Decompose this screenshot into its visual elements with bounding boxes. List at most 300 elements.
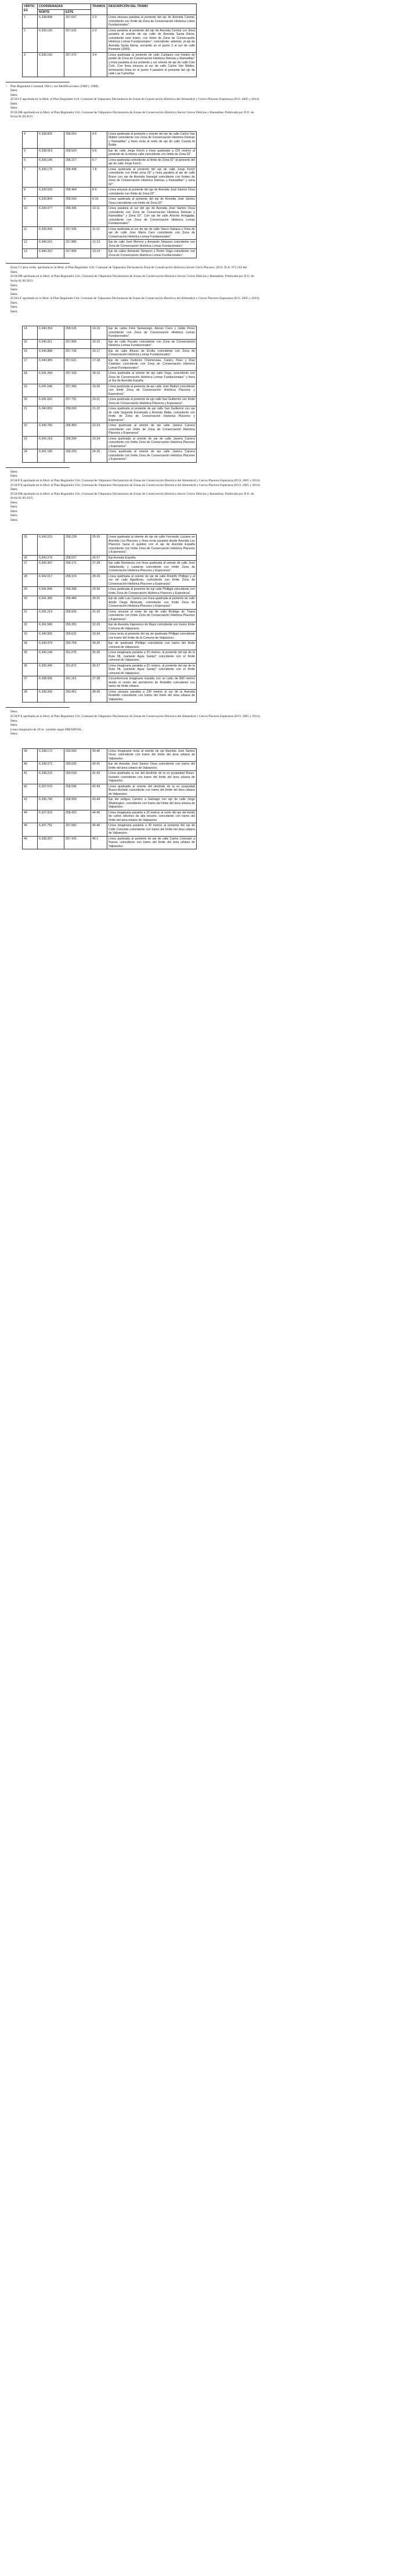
table-header-row — [23, 4, 197, 10]
cell-vertice: 9 — [23, 197, 38, 206]
cell-norte: 6.338.372 — [38, 762, 64, 771]
footnote-text: Ídem. — [10, 283, 18, 287]
cell-vertice: 21 — [23, 406, 38, 423]
cell-norte: 6.342.387 — [38, 561, 64, 574]
footnote-text: Ídem. — [10, 288, 18, 292]
footnote — [6, 474, 261, 479]
cell-tramo: 10-11 — [91, 206, 107, 227]
cell-vertice: 4 — [23, 131, 38, 148]
table-row — [23, 784, 197, 797]
tramos-table — [22, 326, 197, 463]
cell-descripcion: Línea quebrada al poniente del eje de calle Jorge Kerch coincidente con límite zona 02" y línea paralela al eje de calle Bravo con eje de Avenida Naranjal coincidente con límites de Zona de Conservación Histórica Delicias y Ramaditas" y zona 02". — [107, 167, 197, 188]
footnote-text: ZCH-I.F aprobada en la Mod. al Plan Regulador Urb. Comunal de Valparaíso Declaratoria de Zonas de Conservación Histórica del Almendral y Cerros Placeres Esperanza (D.O. 2005 y 2014). — [10, 98, 260, 102]
footnote-text: ZCH-DR aprobada en la Mod. al Plan Regulador Urb. Comunal de Valparaíso Declaratoria de Zonas de Conservación Histórica Sector Cerros Delicias y Ramaditas. Publicada por D.O. de fecha 01.09.2015. — [10, 275, 254, 283]
footnote-number — [6, 98, 10, 102]
footnote-text: ZCH-DR aprobada en la Mod. al Plan Regulador Urb. Comunal de Valparaíso Declaratoria de Zonas de Conservación Histórica Sector Cerros Delicias y Ramaditas. Publicada por D.O. de fecha 01.09.2015. — [10, 492, 254, 500]
cell-vertice: 11 — [23, 226, 38, 240]
cell-este: 257.380 — [64, 384, 91, 397]
table-row — [23, 249, 197, 258]
footnote-number — [6, 93, 10, 98]
cell-norte: 6.338.898 — [38, 15, 64, 28]
footnote — [6, 505, 261, 510]
cell-este: 257.372 — [64, 52, 91, 77]
cell-tramo: 43-44 — [91, 797, 107, 810]
footnote-text: Ídem. — [10, 518, 18, 522]
cell-norte: 6.339.175 — [38, 167, 64, 188]
footnote-text: Ídem. — [10, 719, 18, 723]
cell-descripcion: Línea quebrada al sur del deslinde de la ex propiedad Braun-Hurtado coincidente con tramo del límite del área urbana de Valparaíso. — [107, 771, 197, 784]
footnote — [6, 723, 261, 728]
table-row — [23, 748, 197, 762]
table-row — [23, 622, 197, 632]
cell-tramo: 3-4 — [91, 52, 107, 77]
footnote — [6, 106, 261, 111]
cell-este: 259.502 — [64, 748, 91, 762]
table-row — [23, 226, 197, 240]
footnote-number — [6, 89, 10, 93]
table-row — [23, 823, 197, 837]
cell-norte: 6.338.266 — [38, 689, 64, 702]
cell-descripcion: Línea quebrada al poniente de eje de calle Carlos Colorado a Nueva, coincidente con tramo del límite del área urbana de Valparaíso. — [107, 836, 197, 849]
cell-norte: 6.340.888 — [38, 348, 64, 358]
page-gap — [0, 120, 405, 128]
cell-norte: 6.341.586 — [38, 622, 64, 632]
footnote-number — [6, 301, 10, 306]
cell-descripcion: Línea quebrada al oriente del deslinde de la ex propiedad Braun-Hurtado coincidente con tramo del límite del área urbana de Valparaíso. — [107, 784, 197, 797]
cell-este: 258.459 — [64, 423, 91, 437]
cell-tramo: 22-23 — [91, 423, 107, 437]
cell-este: 258.374 — [64, 574, 91, 587]
cell-tramo: 14-15 — [91, 326, 107, 340]
cell-tramo: 28-29 — [91, 574, 107, 587]
footnote-number — [6, 266, 10, 271]
cell-tramo: 36-37 — [91, 663, 107, 676]
footnote-text: Ídem. — [10, 710, 18, 714]
cell-norte: 6.340.992 — [38, 632, 64, 641]
table-row — [23, 449, 197, 463]
cell-norte: 6.341.546 — [38, 384, 64, 397]
tramos-table — [22, 534, 197, 702]
footnote-text: Ídem. — [10, 93, 18, 97]
table-row — [23, 197, 197, 206]
footnote — [6, 85, 261, 89]
cell-este: 261.871 — [64, 663, 91, 676]
cell-norte: 6.339.593 — [38, 188, 64, 197]
cell-norte: 6.339.977 — [38, 206, 64, 227]
table-row — [23, 609, 197, 622]
cell-norte: 6.341.189 — [38, 449, 64, 463]
page-gap — [0, 737, 405, 745]
cell-este: 258.394 — [64, 436, 91, 449]
table-row — [23, 423, 197, 437]
footnotes — [6, 82, 261, 120]
table-row — [23, 339, 197, 348]
cell-descripcion: Eje de calle Alonso de Ercilla coincidente con Zona de Conservación Histórica Lomas Fundacionales". — [107, 348, 197, 358]
footnote-text: Ídem. — [10, 106, 18, 110]
footnote — [6, 297, 261, 301]
table-row — [23, 384, 197, 397]
cell-este: 258.484 — [64, 596, 91, 610]
footnote-number — [6, 518, 10, 523]
footnotes — [6, 467, 261, 523]
cell-norte: 6.340.144 — [38, 650, 64, 664]
cell-descripcion: Línea quebrada al poniente de eje calle San Guillermo con límite Zona de Conservación Histórica Placeres y Esperanza". — [107, 397, 197, 406]
cell-descripcion: Eje de calle Pacabo coincidente con Zona de Conservación Histórica Lomas Fundacionales". — [107, 339, 197, 348]
footnote — [6, 266, 261, 271]
footnote — [6, 710, 261, 715]
footnote-number — [6, 710, 10, 715]
cell-descripcion: Línea quebrada al poniente de eje calle Phillippi coincidente con límite Zona de Conservación Histórica Placeres y Esperanza". — [107, 587, 197, 596]
cell-norte: 6.339.864 — [38, 197, 64, 206]
cell-vertice: 28 — [23, 574, 38, 587]
footnote-number — [6, 470, 10, 475]
cell-este: 258.259 — [64, 449, 91, 463]
footnote — [6, 288, 261, 293]
footnote — [6, 518, 261, 523]
footnote — [6, 492, 261, 501]
cell-este: 258.228 — [64, 535, 91, 556]
table-block — [0, 0, 405, 128]
cell-tramo: 39-40 — [91, 748, 107, 762]
cell-norte: 6.338.936 — [38, 676, 64, 690]
footnote — [6, 470, 261, 475]
cell-vertice: 41 — [23, 771, 38, 784]
cell-norte: 6.337.791 — [38, 823, 64, 837]
cell-descripcion: Línea quebrada al poniente de eje calle San Guillermo con eje de calle Segunda Enramada y Avenida Matta, coincidente con límite de Zona de Conservación Histórica Placeres y Esperanza". — [107, 406, 197, 423]
table-row — [23, 574, 197, 587]
cell-tramo: 11-12 — [91, 226, 107, 240]
table-row — [23, 52, 197, 77]
page-gap — [0, 523, 405, 531]
cell-descripcion: Línea sinuosa al norte de eje de calle Rodrigo de Triana coincidente con límite Zona de Conservación Histórica Placeres y Esperanza". — [107, 609, 197, 622]
cell-descripcion: Línea sinuosa al poniente del eje de Avenida José Santos Ossa coincidente con límite de Zona 02". — [107, 188, 197, 197]
cell-norte: 6.339.926 — [38, 226, 64, 240]
cell-norte: 6.340.262 — [38, 249, 64, 258]
cell-este: 258.423 — [64, 810, 91, 823]
footnote-text: Ídem. — [10, 514, 18, 518]
footnote-number — [6, 310, 10, 315]
cell-vertice: 32 — [23, 622, 38, 632]
footnote-number — [6, 271, 10, 275]
footnote-number: 1 — [6, 84, 7, 88]
cell-descripcion: Línea imaginaria paralela a 20 metros, al poniente del eje de la Ruta 68, (variante Agua Santa)" coincidente con el límite comunal de Valparaíso. — [107, 650, 197, 664]
table-row — [23, 206, 197, 227]
cell-descripcion: Línea quebrada al oriente de eje calle Javiera Carrera coincidente con límite Zona de Conservación Histórica Placeres y Esperanza". — [107, 449, 197, 463]
table-row — [23, 358, 197, 371]
cell-descripcion: Línea quebrada al oriente de eje de calle Fernando Lizzana en Avenida Los Placeres y línea recta paralela desde Avenida Los Placeres hacia el quiebre con el eje de Avenida España coincidente con límite Zona de Conservación Histórica Placeres y Esperanza". — [107, 535, 197, 556]
cell-descripcion: Línea paralela al sur del eje de Avenida José Santos Ossa coincidente con Zona de Conservación Histórica Delicias y Ramaditas" y Zona 02". Con eje de calle Aniceto Arriagada, coincidente con Zona de Conservación Histórica Lomas Fundacionales". — [107, 206, 197, 227]
cell-este: 257.736 — [64, 348, 91, 358]
cell-descripcion: Eje de calles Félix Samaniego, Alonso Cano y Julián Pérez coincidente con Zona de Conservación Histórica Lomas Fundacionales". — [107, 326, 197, 340]
cell-norte: 6.342.017 — [38, 574, 64, 587]
cell-vertice: 14 — [23, 326, 38, 340]
cell-norte: 6.340.651 — [38, 339, 64, 348]
cell-vertice: 31 — [23, 609, 38, 622]
cell-este: 257.885 — [64, 240, 91, 249]
cell-tramo: 8-9 — [91, 188, 107, 197]
footnote-number — [6, 297, 10, 301]
cell-norte: 6.341.219 — [38, 609, 64, 622]
table-block — [0, 745, 405, 858]
cell-vertice: 30 — [23, 596, 38, 610]
footnote — [6, 271, 261, 275]
footnote-text: Ídem. — [10, 505, 18, 509]
table-row — [23, 371, 197, 384]
cell-vertice: 29 — [23, 587, 38, 596]
cell-norte: 6.340.015 — [38, 240, 64, 249]
table-row — [23, 663, 197, 676]
footnote — [6, 301, 261, 306]
footnote — [6, 98, 261, 102]
cell-vertice: 23 — [23, 436, 38, 449]
cell-vertice: 39 — [23, 748, 38, 762]
footnote — [6, 111, 261, 120]
cell-este: 257.425 — [64, 836, 91, 849]
footnote-number — [6, 484, 10, 488]
cell-tramo: 2-3 — [91, 15, 107, 28]
cell-este: 257.582 — [64, 823, 91, 837]
footnote-number — [6, 715, 10, 719]
cell-descripcion: Eje de calle Jorge Kerch y línea quebrada a 220 metros al poniente de la misma calle coincidente con límite de Zona 02". — [107, 148, 197, 157]
cell-tramo: 9-10 — [91, 197, 107, 206]
cell-este: 257.809 — [64, 339, 91, 348]
header-descripcion: DESCRIPCIÓN DEL TRAMO — [107, 4, 197, 15]
footnote-text: Ídem. — [10, 488, 18, 492]
footnote — [6, 514, 261, 518]
cell-norte: 6.341.389 — [38, 596, 64, 610]
cell-norte: 6.340.479 — [38, 641, 64, 650]
cell-tramo: 37-38 — [91, 676, 107, 690]
footnote — [6, 89, 261, 93]
cell-este: 257.936 — [64, 226, 91, 240]
cell-descripcion: Eje de Avenida Ingenieros de Mayo coincidente con tramo límite Comuna de Valparaíso. — [107, 622, 197, 632]
cell-norte: 6.337.570 — [38, 784, 64, 797]
footnote-number — [6, 510, 10, 514]
cell-norte: 6.339.150 — [38, 52, 64, 77]
cell-este: 259.764 — [64, 641, 91, 650]
cell-descripcion: Línea quebrada al poniente de eje calle José Mallart coincidente con límite Zona de Conservación Histórica Placeres y Esperanza". — [107, 384, 197, 397]
table-row — [23, 240, 197, 249]
footnote-number — [6, 514, 10, 518]
cell-tramo: 27-28 — [91, 561, 107, 574]
cell-descripcion: Eje de quebrada Phillippi coincidente con tramo del límite comunal de Valparaíso. — [107, 641, 197, 650]
cell-este: 259.301 — [64, 622, 91, 632]
cell-vertice: 1 — [23, 15, 38, 28]
footnote-text: Ídem. — [10, 292, 18, 296]
cell-descripcion: Línea quebrada al poniente y oriente del eje de calle Carlos Van Mallen coincidente con Zona de Conservación Histórica Delicias y Ramaditas" y línea recta al norte de eje de calle Cuesta El Roble. — [107, 131, 197, 148]
document-page — [0, 0, 405, 858]
tramos-table — [22, 131, 197, 259]
table-row — [23, 131, 197, 148]
table-row — [23, 148, 197, 157]
footnote — [6, 102, 261, 107]
footnote — [6, 728, 261, 733]
cell-descripcion: Línea recta al poniente del eje de quebrada Phillippi coincidente con tramo del límite de la Comuna de Valparaíso. — [107, 632, 197, 641]
cell-descripcion: Línea paralela al poniente del eje de Avenida Central con línea paralela al oriente de eje calle de Avenida Santa Elena, coincidente este tramo, con límite de Zona de Conservación Histórica Lomas Fundacionales", coincidente, además, al eje de Avenida Santa Elena, cerrando en el punto 3 al sur de calle Poniente (2009). — [107, 28, 197, 52]
table-row — [23, 650, 197, 664]
cell-descripcion: Eje de calle José Moreno y Armando Simpson coincidente con Zona de Conservación Histórica Lomas Fundacionales". — [107, 240, 197, 249]
cell-tramo: 42-43 — [91, 784, 107, 797]
footnote-text: Ídem. — [10, 723, 18, 727]
cell-norte: 6.339.146 — [38, 157, 64, 167]
header-vertices: VÉRTICES — [23, 4, 38, 15]
cell-descripcion: Línea quebrada al poniente del eje de Avenida José Santos Ossa coincidente con límite de Zona 02". — [107, 197, 197, 206]
cell-vertice: 25 — [23, 535, 38, 556]
cell-norte: 6.338.919 — [38, 148, 64, 157]
cell-descripcion: Eje Avenida España. — [107, 555, 197, 561]
table-row — [23, 406, 197, 423]
cell-tramo: 46-1 — [91, 836, 107, 849]
table-row — [23, 587, 197, 596]
cell-norte: 6.338.207 — [38, 836, 64, 849]
cell-este: 259.632 — [64, 632, 91, 641]
cell-vertice: 17 — [23, 358, 38, 371]
table-row — [23, 167, 197, 188]
cell-descripcion: Línea quebrada al oriente de eje de calle Rodolfo Phillippi y al sur de calle Aguilleras, coincidente con límite Zona de Conservación Histórica Placeres y Esperanza". — [107, 574, 197, 587]
cell-este: 258.559 — [64, 197, 91, 206]
table-row — [23, 397, 197, 406]
cell-tramo: 32-33 — [91, 622, 107, 632]
footnote-text: Zona C3 área verde, aprobada en la Mod. al Plan Regulador Urb. Comunal de Valparaíso Declaratoria Zona de Conservación Histórica Sector Cerro Placeres. (D.O. D.A. Nº2.342 del — [10, 266, 247, 270]
cell-descripcion: Línea sinuosa paralela a 230 metros al sur de la Avenida Rodelillo coincidente con tramo del límite del área urbana de Valparaíso. — [107, 689, 197, 702]
cell-este: 258.217 — [64, 157, 91, 167]
cell-descripcion: Línea quebrada coincidente al límite de Zona 02" al poniente del eje de calle Jorge Kerch. — [107, 157, 197, 167]
cell-vertice: 24 — [23, 449, 38, 463]
cell-descripcion: Línea quebrada al poniente de calle Cantauro con fondos de predio de Zona de Conservación Histórica Delicias y Ramaditas" y línea paralela al sur poniente y sur oriente de eje de calle Colo Colo. Con línea sinuosa al sur de calle Carlos Van Mallen, terminando línea en el punto 4 paralelo al poniente del eje de calle Las Cameñas. — [107, 52, 197, 77]
footnote-text: Ídem. — [10, 301, 18, 305]
table-row — [23, 326, 197, 340]
footnote-text: ZCH-P E aprobada en la Mod. al Plan Regulador Urb. Comunal de Valparaíso Declaratoria de Zonas de Conservación Histórica del Almendral y Cerros Placeres Esperanza (D.O. 2005 y 2014). — [10, 483, 261, 487]
cell-norte: 6.339.135 — [38, 28, 64, 52]
table-block — [0, 128, 405, 323]
footnotes — [6, 263, 261, 314]
cell-vertice: 35 — [23, 650, 38, 664]
cell-vertice: 33 — [23, 632, 38, 641]
cell-vertice: 27 — [23, 561, 38, 574]
cell-tramo: 40-41 — [91, 762, 107, 771]
cell-tramo: 23-24 — [91, 436, 107, 449]
table-row — [23, 555, 197, 561]
table-row — [23, 348, 197, 358]
cell-vertice: 2 — [23, 28, 38, 52]
table-row — [23, 771, 197, 784]
cell-descripcion: Línea quebrada al oriente de eje calle Javiera Carrera coincidente con límite de Zona de Conservación Histórica Placeres y Esperanza". — [107, 423, 197, 437]
cell-vertice: 12 — [23, 240, 38, 249]
footnote — [6, 479, 261, 484]
cell-descripcion: Línea quebrada al sur de eje de calle Vasco Valsasa y línea de eje de calle Jose María Caro coincidente con Zona de Conservación Histórica Lomas Fundacionales". — [107, 226, 197, 240]
footnote-text: Ídem. — [10, 474, 18, 478]
footnote-text: Ídem. — [10, 309, 18, 314]
footnote-number — [6, 474, 10, 479]
footnote-number — [6, 288, 10, 293]
footnote — [6, 275, 261, 283]
footnote-number — [6, 505, 10, 510]
footnote — [6, 732, 261, 737]
cell-vertice: 38 — [23, 689, 38, 702]
cell-tramo: 45-46 — [91, 823, 107, 837]
cell-vertice: 7 — [23, 167, 38, 188]
cell-vertice: 13 — [23, 249, 38, 258]
cell-este: 258.596 — [64, 784, 91, 797]
cell-vertice: 37 — [23, 676, 38, 690]
cell-descripcion: Línea imaginaria recta al oriente de eje Avenida José Santos Ossa, coincidente con tramo del límite del área urbana de Valparaíso. — [107, 748, 197, 762]
footnotes — [6, 707, 261, 736]
cell-descripcion: Línea imaginaria paralela a 20 metros al norte del eje del borde de cañón eléctrico de alta tensión, coincidente con tramo del límite del área urbana de Valparaíso. — [107, 810, 197, 823]
table-row — [23, 188, 197, 197]
footnote-number — [6, 284, 10, 289]
cell-vertice: 6 — [23, 157, 38, 167]
footnote-text: Ídem. — [10, 270, 18, 274]
cell-este: 258.398 — [64, 587, 91, 596]
footnote-text: ZCH-P E aprobada en la Mod. al Plan Regulador Urb. Comunal de Valparaíso Declaratoria de Zonas de Conservación Histórica del Almendral y Cerros Placeres Esperanza (D.O. 2005 y 2014). — [10, 715, 261, 718]
cell-vertice: 42 — [23, 784, 38, 797]
footnote — [6, 488, 261, 492]
cell-vertice: 18 — [23, 371, 38, 384]
cell-vertice: 45 — [23, 823, 38, 837]
cell-norte: 6.338.222 — [38, 771, 64, 784]
cell-este: 260.451 — [64, 689, 91, 702]
footnote-number — [6, 719, 10, 724]
cell-tramo: 26-27 — [91, 555, 107, 561]
footnote-text: Ídem. — [10, 509, 18, 513]
footnote-text: Plan Regulador Comunal 1984 y sus Modificaciones (1986 y 1988). — [10, 84, 99, 88]
footnote — [6, 310, 261, 315]
header-coordenadas: COORDENADAS — [38, 4, 91, 10]
cell-tramo: 25-26 — [91, 535, 107, 556]
cell-vertice: 19 — [23, 384, 38, 397]
cell-descripcion: Eje de calles Federico Chemeneau, Castro, Paso y Díaz Cadedes coincidente con Zona de Conservación Histórica Lomas Fundacionales". — [107, 358, 197, 371]
footnote-number — [6, 501, 10, 506]
cell-tramo: 35-36 — [91, 650, 107, 664]
cell-norte: 6.340.989 — [38, 358, 64, 371]
cell-norte: 6.342.023 — [38, 535, 64, 556]
cell-este: 257.697 — [64, 15, 91, 28]
page-gap — [0, 849, 405, 858]
footnote-number — [6, 106, 10, 111]
footnote-text: Ídem. — [10, 305, 18, 309]
cell-descripcion: Circunferencia imaginaria trazada con un radio de 800 metros desde el centro del aeródromo de Rodelillo coincidente con tramo de límite urbano. — [107, 676, 197, 690]
footnote — [6, 715, 261, 719]
cell-norte: 6.342.078 — [38, 555, 64, 561]
cell-vertice: 36 — [23, 663, 38, 676]
page-gap — [0, 314, 405, 322]
footnote-number — [6, 728, 10, 733]
footnote-text: Ídem. — [10, 470, 18, 474]
cell-descripcion: Eje de calles Armando Simpson y Pedro Vega coincidente con Zona de Conservación Histórica Lomas Fundacionales". — [107, 249, 197, 258]
table-row — [23, 689, 197, 702]
cell-norte: 6.340.354 — [38, 326, 64, 340]
cell-tramo: 17-18 — [91, 358, 107, 371]
cell-descripcion: Línea quebrada al oriente de eje calle Vega, coincidente con Zona de Conservación Histórica Lomas Fundacionales" y línea al Sur de Avenida España. — [107, 371, 197, 384]
footnote-number — [6, 305, 10, 310]
footnote-text: ZCH-P E aprobada en la Mod. al Plan Regulador Urb. Comunal de Valparaíso Declaratoria de Zonas de Conservación Histórica del Almendral y Cerros Placeres Esperanza (D.O. 2005 y 2014). — [10, 478, 261, 482]
footnote-text: Línea imaginaria de 20 m. variable según PRESMVAL. — [10, 727, 83, 732]
cell-este: 258.408 — [64, 167, 91, 188]
cell-descripcion: Eje del antiguo Camino a Santiago con eje de calle Jorge Washington, coincidente con tramo del límite del área urbana de Valparaíso. — [107, 797, 197, 810]
cell-este: 257.791 — [64, 397, 91, 406]
footnote — [6, 93, 261, 98]
footnote — [6, 305, 261, 310]
cell-este: 257.333 — [64, 371, 91, 384]
cell-vertice: 34 — [23, 641, 38, 650]
cell-vertice: 26 — [23, 555, 38, 561]
table-row — [23, 596, 197, 610]
footnote-text: Ídem. — [10, 732, 18, 736]
cell-vertice: 43 — [23, 797, 38, 810]
footnote-number — [6, 488, 10, 492]
table-row — [23, 836, 197, 849]
footnote-text: ZCH-DR aprobada en la Mod. al Plan Regulador Urb. Comunal de Valparaíso Declaratoria de Zonas de Conservación Histórica Sector Cerros Delicias y Ramaditas. Publicada por D.O. de fecha 01.09.2015. — [10, 110, 254, 119]
